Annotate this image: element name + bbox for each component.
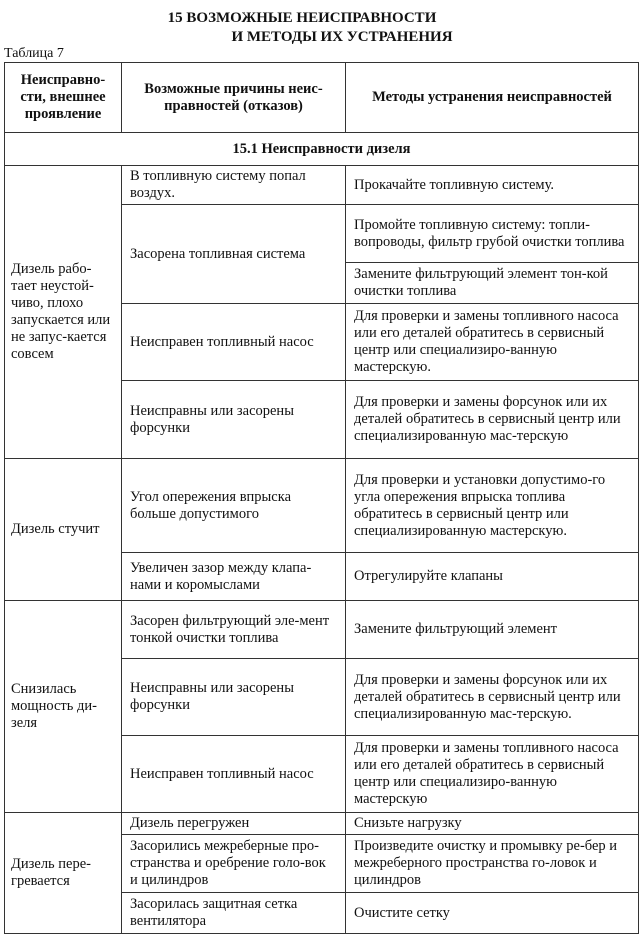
symptom-cell: Дизель пере-гревается: [5, 813, 122, 934]
table-row: [5, 813, 639, 835]
cause-cell: В топливную систему попал воздух.: [122, 166, 346, 205]
cause-cell: Увеличен зазор между клапа-нами и коромыслами: [122, 553, 346, 601]
remedy-cell: Отрегулируйте клапаны: [346, 553, 639, 601]
cause-cell: Неисправны или засорены форсунки: [122, 659, 346, 736]
remedy-cell: Для проверки и замены топливного насоса или его деталей обратитесь в сервисный центр или специализиро-ванную мастерскую: [346, 736, 639, 813]
cause-cell: Неисправен топливный насос: [122, 304, 346, 381]
title-line-2: И МЕТОДЫ ИХ УСТРАНЕНИЯ: [231, 29, 453, 45]
title-line-1: 15 ВОЗМОЖНЫЕ НЕИСПРАВНОСТИ: [167, 10, 437, 26]
page-title: [0, 9, 644, 47]
cause-cell: Засорилась защитная сетка вентилятора: [122, 893, 346, 934]
remedy-cell: Произведите очистку и промывку ре-бер и межреберного пространства го-ловок и цилиндров: [346, 835, 639, 893]
cause-cell: Угол опережения впрыска больше допустимого: [122, 459, 346, 553]
cause-cell: Засорен фильтрующий эле-мент тонкой очистки топлива: [122, 601, 346, 659]
header-remedy: Методы устранения неисправностей: [346, 63, 639, 133]
remedy-cell: Замените фильтрующий элемент тон-кой очистки топлива: [346, 263, 639, 304]
cause-cell: Неисправен топливный насос: [122, 736, 346, 813]
cause-cell: Засорена топливная система: [122, 205, 346, 304]
remedy-cell: Замените фильтрующий элемент: [346, 601, 639, 659]
remedy-cell: Для проверки и замены форсунок или их деталей обратитесь в сервисный центр или специализированную мас-терскую: [346, 381, 639, 459]
cause-cell: Дизель перегружен: [122, 813, 346, 835]
symptom-cell: Дизель рабо-тает неустой-чиво, плохо запускается или не запус-кается совсем: [5, 166, 122, 459]
header-cause: Возможные причины неис-правностей (отказов): [122, 63, 346, 133]
remedy-cell: Прокачайте топливную систему.: [346, 166, 639, 205]
table-row: [5, 459, 639, 553]
faults-table: [4, 62, 639, 934]
section-row: [5, 133, 639, 166]
remedy-cell: Для проверки и замены топливного насоса или его деталей обратитесь в сервисный центр или специализиро-ванную мастерскую.: [346, 304, 639, 381]
remedy-cell: Снизьте нагрузку: [346, 813, 639, 835]
remedy-cell: Очистите сетку: [346, 893, 639, 934]
table-row: [5, 166, 639, 205]
remedy-cell: Для проверки и замены форсунок или их деталей обратитесь в сервисный центр или специализированную мас-терскую.: [346, 659, 639, 736]
remedy-cell: Промойте топливную систему: топли-вопроводы, фильтр грубой очистки топлива: [346, 205, 639, 263]
cause-cell: Неисправны или засорены форсунки: [122, 381, 346, 459]
header-symptom: Неисправно-сти, внешнее проявление: [5, 63, 122, 133]
header-row: [5, 63, 639, 133]
section-heading: 15.1 Неисправности дизеля: [5, 133, 639, 166]
remedy-cell: Для проверки и установки допустимо-го угла опережения впрыска топлива обратитесь в сервисный центр или специализированную мастерскую.: [346, 459, 639, 553]
table-row: [5, 601, 639, 659]
table-caption: Таблица 7: [4, 46, 64, 61]
cause-cell: Засорились межреберные про-странства и оребрение голо-вок и цилиндров: [122, 835, 346, 893]
symptom-cell: Снизилась мощность ди-зеля: [5, 601, 122, 813]
symptom-cell: Дизель стучит: [5, 459, 122, 601]
